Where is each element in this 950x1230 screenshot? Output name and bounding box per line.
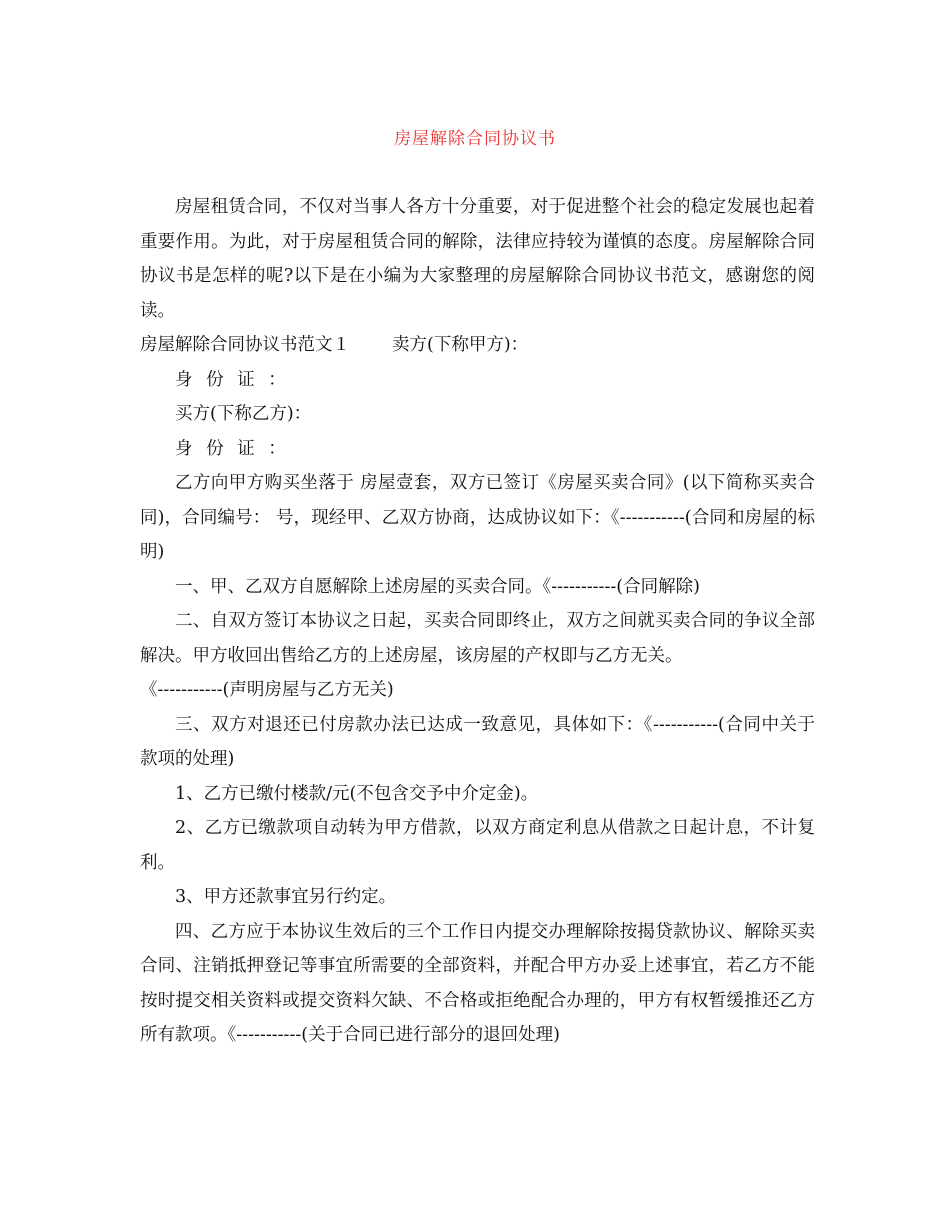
document-body [140,190,815,1053]
clause-three: 三、双方对退还已付房款办法已达成一致意见，具体如下：《-----------(合同中关于款项的处理) [140,714,815,769]
sample-heading-line [140,328,815,363]
purchase-paragraph: 乙方向甲方购买坐落于 房屋壹套，双方已签订《房屋买卖合同》(以下简称买卖合同)，合同编号： 号，现经甲、乙双方协商，达成协议如下：《-----------(合同和房屋的标明) [140,473,815,562]
intro-paragraph: 房屋租赁合同，不仅对当事人各方十分重要，对于促进整个社会的稳定发展也起着重要作用。为此，对于房屋租赁合同的解除，法律应持较为谨慎的态度。房屋解除合同协议书是怎样的呢?以下是在小编为大家整理的房屋解除合同协议书范文，感谢您的阅读。 [140,197,815,321]
clause-four: 四、乙方应于本协议生效后的三个工作日内提交办理解除按揭贷款协议、解除买卖合同、注销抵押登记等事宜所需要的全部资料，并配合甲方办妥上述事宜，若乙方不能按时提交相关资料或提交资料欠缺、不合格或拒绝配合办理的，甲方有权暂缓推还乙方所有款项。《-----------(关于合同已进行部分的退回处理) [140,921,815,1045]
seller-id-label: 身 份 证 ： [175,369,290,390]
seller-label: 卖方(下称甲方)： [392,335,529,355]
clause-two: 二、自双方签订本协议之日起，买卖合同即终止，双方之间就买卖合同的争议全部解决。甲方收回出售给乙方的上述房屋，该房屋的产权即与乙方无关。 [140,611,815,666]
sample-heading: 房屋解除合同协议书范文１ [140,335,350,355]
document-title: 房屋解除合同协议书 [394,129,556,149]
clause-three-item-1: 1、乙方已缴付楼款/元(不包含交予中介定金)。 [175,783,539,804]
clause-three-item-2: 2、乙方已缴款项自动转为甲方借款，以双方商定利息从借款之日起计息，不计复利。 [140,818,815,873]
clause-one: 一、甲、乙双方自愿解除上述房屋的买卖合同。《-----------(合同解除) [175,576,700,597]
buyer-id-label: 身 份 证 ： [175,438,290,459]
clause-two-note: 《-----------(声明房屋与乙方无关) [140,680,394,700]
buyer-label: 买方(下称乙方)： [175,404,312,424]
clause-three-item-3: 3、甲方还款事宜另行约定。 [175,887,397,907]
